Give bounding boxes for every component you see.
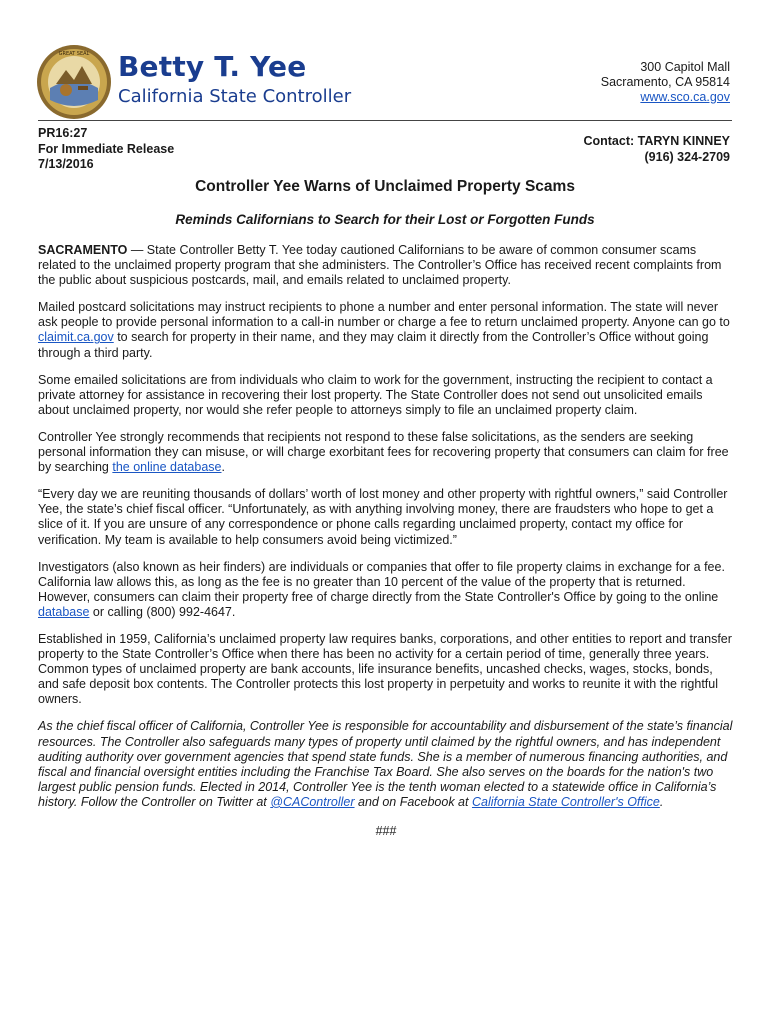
state-seal-logo <box>36 44 112 120</box>
subheadline: Reminds Californians to Search for their Lost or Forgotten Funds <box>175 212 595 227</box>
paragraph-4 <box>38 430 734 475</box>
release-type: For Immediate Release <box>38 141 175 156</box>
paragraph-5-quote: “Every day we are reuniting thousands of dollars’ worth of lost money and other property with rightful owners,” said Controller Yee, the state’s chief fiscal officer. “Unfortunately, as with anything involving money, there are fraudsters who hope to get a slice of it. If you are unsure of any correspondence or phone calls regarding unclaimed property, contact my office for verification. My team is available to help consumers avoid being victimized.” <box>38 487 728 547</box>
svg-text:GREAT SEAL: GREAT SEAL <box>58 51 90 57</box>
website-link[interactable]: www.sco.ca.gov <box>640 90 730 104</box>
paragraph-7: Established in 1959, California’s unclaimed property law requires banks, corporations, and other entities to report and transfer property to the State Controller’s Office when there has been no activity for a certain period of time, generally three years. Common types of unclaimed property are bank accounts, life insurance benefits, uncashed checks, wages, stocks, bonds, and safe deposit box contents. The Controller protects this lost property in perpetuity and works to reunite it with the rightful owners. <box>38 631 732 707</box>
paragraph-6-text-end: or calling (800) 992-4647. <box>89 604 236 619</box>
twitter-link[interactable]: @CAController <box>270 794 355 809</box>
paragraph-2-text: Mailed postcard solicitations may instruct recipients to phone a number and enter personal information. The state will never ask people to provide personal information to a call-in number or charge a fee to return unclaimed property. Anyone can go to <box>38 300 730 330</box>
release-date: 7/13/2016 <box>38 157 94 171</box>
paragraph-6-text: Investigators (also known as heir finders) are individuals or companies that offer to file property claims in exchange for a fee. California law allows this, as long as the fee is no greater than 10 percent of the value of the property that is returned. However, consumers can claim their property free of charge directly from the State Controller's Office by going to the online <box>38 559 725 604</box>
paragraph-6 <box>38 560 734 620</box>
paragraph-3: Some emailed solicitations are from individuals who claim to work for the government, instructing the recipient to contact a private attorney for assistance in recovering their lost property. The State Controller does not send out unsolicited emails about unclaimed property, nor would she refer people to attorneys simply to file an unclaimed property claim. <box>38 372 713 417</box>
dateline: SACRAMENTO <box>38 243 128 257</box>
seal-icon <box>36 44 112 120</box>
facebook-link[interactable]: California State Controller's Office <box>471 794 660 809</box>
paragraph-1-text: — State Controller Betty T. Yee today cautioned Californians to be aware of common consumer scams related to the unclaimed property program that she administers. The Controller’s Office has received recent complaints from the public about suspicious postcards, mail, and emails related to unclaimed property. <box>38 243 722 288</box>
contact-name: Contact: TARYN KINNEY <box>583 134 730 148</box>
paragraph-8-text-mid: and on Facebook at <box>354 794 472 809</box>
paragraph-2-text-end: to search for property in their name, and they may claim it directly from the Controller’s Office without going through a third party. <box>38 330 709 360</box>
release-body <box>38 243 734 839</box>
controller-name: Betty T. Yee <box>118 50 307 83</box>
header-divider <box>38 120 732 121</box>
paragraph-4-text-end: . <box>221 460 225 475</box>
contact-phone: (916) 324-2709 <box>644 149 730 164</box>
headline: Controller Yee Warns of Unclaimed Property Scams <box>195 178 575 195</box>
paragraph-8-text-end: . <box>659 794 664 809</box>
online-database-link[interactable]: the online database <box>112 460 222 475</box>
media-contact <box>583 134 730 165</box>
release-meta <box>38 126 174 173</box>
paragraph-2 <box>38 300 734 360</box>
office-address <box>601 60 730 105</box>
office-title: California State Controller <box>118 86 352 107</box>
claimit-link[interactable]: claimit.ca.gov <box>38 330 114 345</box>
paragraph-4-text: Controller Yee strongly recommends that recipients not respond to these false solicitations, as the senders are seeking personal information they can misuse, or will charge exorbitant fees for recovering property that consumers can claim for free by searching <box>38 429 729 475</box>
address-line-2: Sacramento, CA 95814 <box>600 75 730 89</box>
release-number: PR16:27 <box>38 126 88 140</box>
paragraph-1 <box>38 243 734 288</box>
paragraph-8-text: As the chief fiscal officer of California, Controller Yee is responsible for accountability and disbursement of the state’s financial resources. The Controller also safeguards many types of property until claimed by the rightful owners, and has independent auditing authority over government agencies that spend state funds. She is a member of numerous financing authorities, and fiscal and financial oversight entities including the Franchise Tax Board. She also serves on the boards for the nation's two largest public pension funds. Elected in 2014, Controller Yee is the tenth woman elected to a statewide office in California’s history. Follow the Controller on Twitter at <box>38 719 733 809</box>
paragraph-8-about <box>38 719 734 810</box>
end-mark: ### <box>375 824 397 838</box>
address-line-1: 300 Capitol Mall <box>640 60 730 74</box>
database-link[interactable]: database <box>38 604 90 619</box>
